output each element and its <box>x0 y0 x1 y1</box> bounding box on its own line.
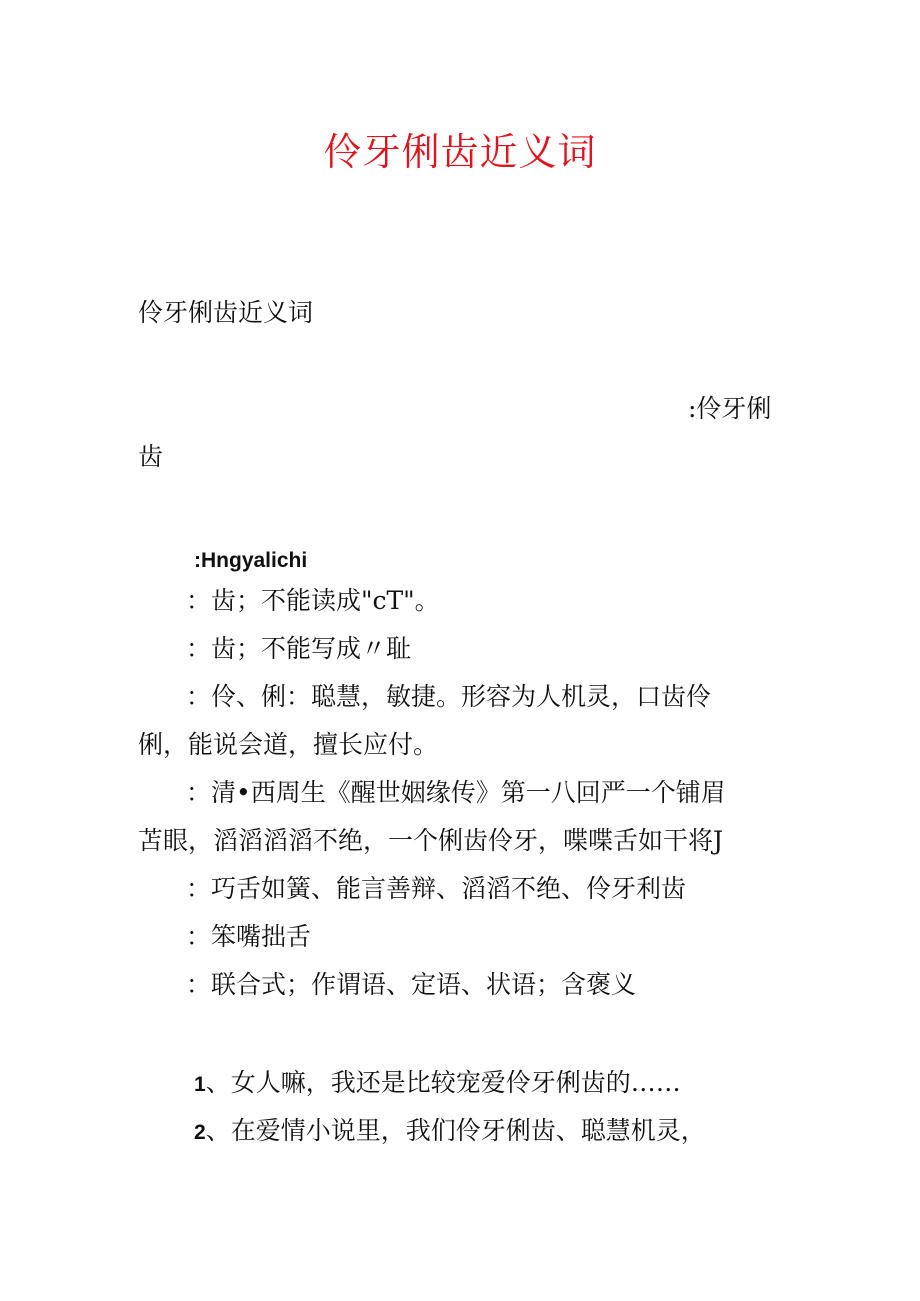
entry-writing: ：齿；不能写成〃耻 <box>186 634 412 663</box>
example-sentence <box>194 1114 706 1150</box>
entry-definition-cont: 俐，能说会道，擅长应付。 <box>138 730 439 759</box>
example-number: 2 <box>194 1121 206 1144</box>
heading-fragment-right: :伶牙俐 <box>688 394 772 423</box>
entry-usage: ：联合式；作谓语、定语、状语；含褒义 <box>186 970 637 999</box>
example-text: 、在爱情小说里，我们伶牙俐齿、聪慧机灵， <box>205 1116 706 1145</box>
entry-synonyms: ：巧舌如簧、能言善辩、滔滔不绝、伶牙利齿 <box>186 874 687 903</box>
example-number: 1 <box>194 1073 206 1096</box>
document-title: 伶牙俐齿近义词 <box>323 130 597 174</box>
heading-fragment-left: 齿 <box>138 442 164 471</box>
example-text: 、女人嘛，我还是比较宠爱伶牙俐齿的…… <box>205 1068 681 1097</box>
entry-pronunciation: ：齿；不能读成"cT"。 <box>186 586 440 615</box>
entry-antonyms: ：笨嘴拙舌 <box>186 922 312 951</box>
entry-source: ：清•西周生《醒世姻缘传》第一八回严一个铺眉 <box>186 778 726 807</box>
pinyin-line: :Hngyalichi <box>194 549 308 572</box>
example-sentence <box>194 1066 681 1102</box>
document-subtitle: 伶牙俐齿近义词 <box>138 298 314 327</box>
entry-source-cont: 苫眼，滔滔滔滔不绝，一个俐齿伶牙，喋喋舌如干将J <box>138 826 724 855</box>
entry-definition: ：伶、俐：聪慧，敏捷。形容为人机灵，口齿伶 <box>186 682 712 711</box>
